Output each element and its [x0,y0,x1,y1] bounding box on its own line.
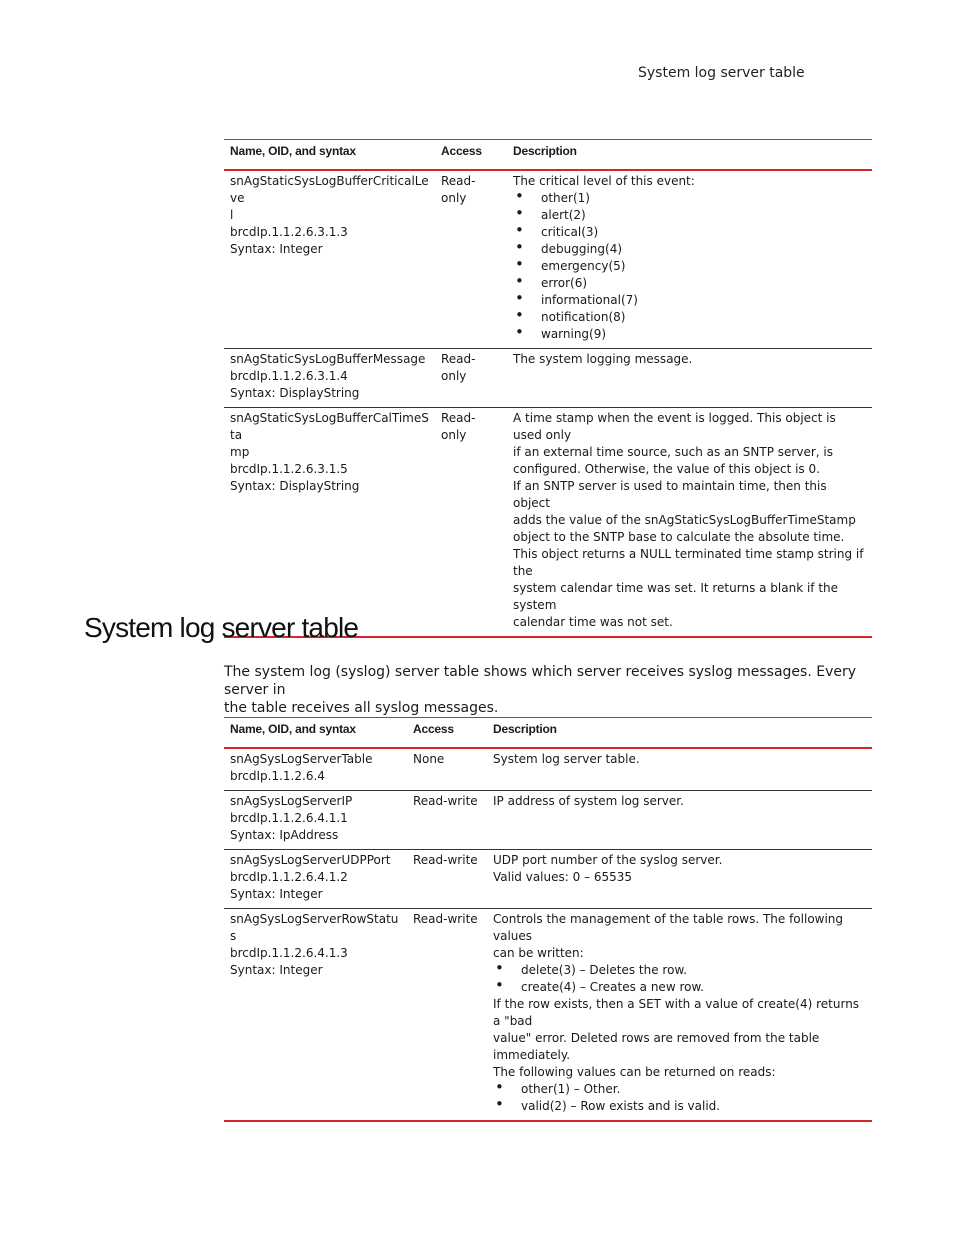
object-name-cell [224,408,435,638]
column-header-description: Description [513,144,577,158]
object-syntax: Syntax: Integer [230,963,323,977]
description-text: object to the SNTP base to calculate the absolute time. [513,530,845,544]
list-item: • valid(2) – Row exists and is valid. [493,1098,866,1115]
access-cell: Read-write [413,912,478,926]
table-row [224,791,872,850]
mib-table-syslog-server [224,717,872,1122]
table-row [224,408,872,638]
access-cell: Read-only [441,174,476,205]
object-name: snAgSysLogServerUDPPort [230,853,391,867]
object-name-cell [224,850,407,909]
description-cell [487,850,872,909]
description-text: Controls the management of the table rows. The following values [493,912,844,943]
description-text: The critical level of this event: [513,174,695,188]
value-list [493,1081,866,1115]
object-name: snAgSysLogServerTable [230,752,373,766]
list-item: • error(6) [513,275,866,292]
list-item: • emergency(5) [513,258,866,275]
description-cell: IP address of system log server. [493,794,684,808]
value-list [493,962,866,996]
description-text: UDP port number of the syslog server. [493,853,723,867]
description-cell: The system logging message. [513,352,693,366]
description-text: can be written: [493,946,584,960]
table-row [224,349,872,408]
list-item: • warning(9) [513,326,866,343]
object-name: snAgStaticSysLogBufferCriticalLeve [230,174,429,205]
description-text: A time stamp when the event is logged. This object is used only [513,411,836,442]
list-item: • other(1) [513,190,866,207]
description-text: This object returns a NULL terminated time stamp string if the [513,547,864,578]
column-header-name: Name, OID, and syntax [230,722,356,736]
description-text: system calendar time was set. It returns a blank if the system [513,581,839,612]
table-row [224,748,872,791]
object-oid: brcdIp.1.1.2.6.4.1.1 [230,811,348,825]
list-item: • informational(7) [513,292,866,309]
list-item: • notification(8) [513,309,866,326]
object-name: snAgStaticSysLogBufferMessage [230,352,426,366]
list-item: • debugging(4) [513,241,866,258]
access-cell: Read-write [413,853,478,867]
object-oid: brcdIp.1.1.2.6.3.1.4 [230,369,348,383]
object-oid: brcdIp.1.1.2.6.4.1.3 [230,946,348,960]
column-header-description: Description [493,722,557,736]
column-header-access: Access [441,144,482,158]
object-name-wrap: mp [230,445,250,459]
table-row [224,170,872,349]
description-text: value" error. Deleted rows are removed from the table immediately. [493,1031,820,1062]
description-text: Valid values: 0 – 65535 [493,870,633,884]
description-cell: System log server table. [493,752,640,766]
description-text: If an SNTP server is used to maintain time, then this object [513,479,827,510]
list-item: • create(4) – Creates a new row. [493,979,866,996]
object-syntax: Syntax: IpAddress [230,828,339,842]
mib-table-syslog-buffer [224,139,872,638]
list-item: • alert(2) [513,207,866,224]
column-header-name: Name, OID, and syntax [230,144,356,158]
list-item: • critical(3) [513,224,866,241]
object-syntax: Syntax: Integer [230,887,323,901]
object-name: snAgSysLogServerRowStatus [230,912,399,943]
access-cell: Read-only [441,411,476,442]
description-cell [507,408,872,638]
intro-text: The system log (syslog) server table shows which server receives syslog messages. Every server in [224,664,857,698]
object-name-cell [224,349,435,408]
object-name-wrap: l [230,208,234,222]
object-name-cell [224,791,407,850]
list-item: • delete(3) – Deletes the row. [493,962,866,979]
description-text: configured. Otherwise, the value of this object is 0. [513,462,820,476]
object-syntax: Syntax: DisplayString [230,479,360,493]
access-cell: Read-only [441,352,476,383]
object-syntax: Syntax: Integer [230,242,323,256]
object-oid: brcdIp.1.1.2.6.4 [230,769,325,783]
table-header-row [224,718,872,749]
description-text: If the row exists, then a SET with a value of create(4) returns a "bad [493,997,860,1028]
description-text: calendar time was not set. [513,615,673,629]
object-oid: brcdIp.1.1.2.6.3.1.3 [230,225,348,239]
list-item: • other(1) – Other. [493,1081,866,1098]
running-header: System log server table [638,65,805,81]
section-intro [224,663,874,717]
value-list [513,190,866,343]
column-header-access: Access [413,722,454,736]
object-name-cell [224,909,407,1122]
object-name-cell [224,170,435,349]
description-cell [487,909,872,1122]
object-name: snAgSysLogServerIP [230,794,353,808]
description-text: if an external time source, such as an SNTP server, is [513,445,833,459]
table-row [224,850,872,909]
description-text: The following values can be returned on reads: [493,1065,776,1079]
object-oid: brcdIp.1.1.2.6.3.1.5 [230,462,348,476]
access-cell: None [413,752,445,766]
description-text: adds the value of the snAgStaticSysLogBufferTimeStamp [513,513,856,527]
object-name-cell [224,748,407,791]
table-row [224,909,872,1122]
section-heading: System log server table [84,612,359,643]
object-oid: brcdIp.1.1.2.6.4.1.2 [230,870,348,884]
access-cell: Read-write [413,794,478,808]
description-cell [507,170,872,349]
object-syntax: Syntax: DisplayString [230,386,360,400]
intro-text: the table receives all syslog messages. [224,700,499,716]
object-name: snAgStaticSysLogBufferCalTimeSta [230,411,429,442]
table-header-row [224,140,872,171]
